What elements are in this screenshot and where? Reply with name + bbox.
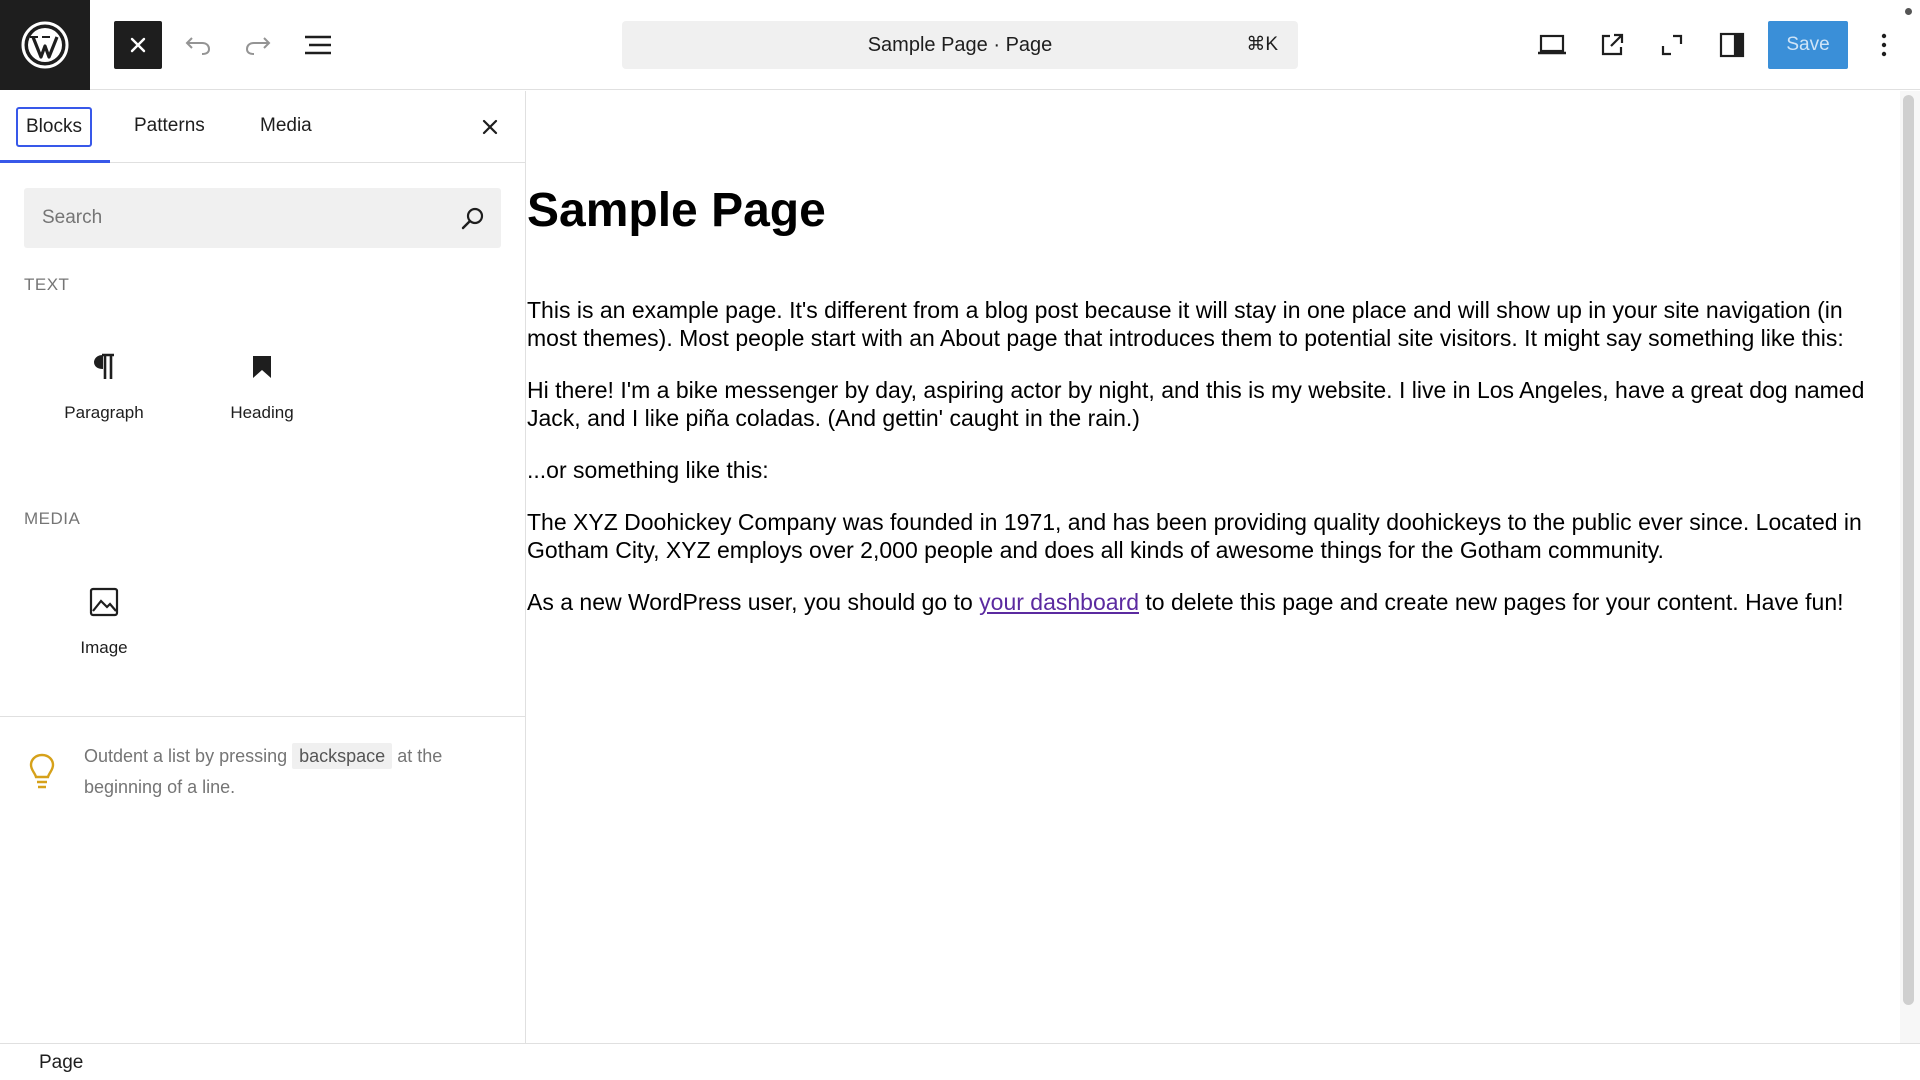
inserter-tip xyxy=(84,741,504,803)
document-title: Sample Page · Page xyxy=(867,34,1053,56)
block-image[interactable] xyxy=(24,568,184,678)
lightbulb-icon xyxy=(26,752,58,792)
image-icon xyxy=(86,584,122,620)
block-label: Paragraph xyxy=(64,403,144,422)
editor-footer xyxy=(0,1043,1920,1080)
command-center-button[interactable] xyxy=(622,21,1298,69)
paragraph-block[interactable] xyxy=(527,588,1897,616)
list-view-icon xyxy=(303,34,333,56)
window-dot-icon xyxy=(1905,8,1912,15)
category-label-text: TEXT xyxy=(24,275,70,294)
paragraph-text: As a new WordPress user, you should go to xyxy=(527,589,973,615)
more-options-button[interactable] xyxy=(1862,21,1906,69)
external-link-icon xyxy=(1598,31,1626,59)
fullscreen-button[interactable] xyxy=(1648,21,1696,69)
fullscreen-icon xyxy=(1659,32,1685,58)
keyboard-shortcut: ⌘K xyxy=(1246,34,1278,55)
redo-button[interactable] xyxy=(234,21,282,69)
wordpress-logo-button[interactable] xyxy=(0,0,90,90)
redo-icon xyxy=(244,34,272,56)
paragraph-block[interactable]: ...or something like this: xyxy=(527,457,769,483)
settings-sidebar-icon xyxy=(1718,31,1746,59)
undo-icon xyxy=(184,34,212,56)
category-label-media: MEDIA xyxy=(24,509,81,528)
bookmark-icon xyxy=(244,349,280,385)
block-label: Heading xyxy=(230,403,294,422)
tip-text-before: Outdent a list by pressing xyxy=(84,746,288,766)
settings-button[interactable] xyxy=(1708,21,1756,69)
block-breadcrumb[interactable]: Page xyxy=(39,1052,84,1073)
block-inserter-panel xyxy=(0,91,526,1043)
editor-canvas[interactable] xyxy=(527,91,1900,1043)
tip-keyboard-key: backspace xyxy=(292,743,392,769)
canvas-scrollbar[interactable] xyxy=(1903,95,1914,1005)
paragraph-block[interactable]: This is an example page. It's different from a blog post because it will stay in one place and will show up in your site navigation (in most themes). Most people start with an About page that introduces them to potential site visitors. It might say something like this: xyxy=(527,297,1844,351)
view-page-button[interactable] xyxy=(1588,21,1636,69)
divider xyxy=(0,716,526,717)
close-icon xyxy=(128,35,148,55)
tab-blocks[interactable]: Blocks xyxy=(16,107,92,147)
close-icon xyxy=(481,118,499,136)
tab-media[interactable]: Media xyxy=(260,115,312,136)
preview-button[interactable] xyxy=(1528,21,1576,69)
search-icon xyxy=(459,204,487,232)
paragraph-text: to delete this page and create new pages for your content. Have fun! xyxy=(1145,589,1844,615)
more-options-icon xyxy=(1880,32,1888,58)
block-search xyxy=(24,188,501,248)
block-label: Image xyxy=(80,638,128,657)
paragraph-icon xyxy=(86,349,122,385)
inserter-tabs xyxy=(0,91,526,163)
save-button[interactable]: Save xyxy=(1768,21,1848,69)
page-title[interactable]: Sample Page xyxy=(527,184,826,237)
dashboard-link[interactable]: your dashboard xyxy=(979,589,1139,615)
block-heading[interactable] xyxy=(182,333,342,443)
preview-icon xyxy=(1536,33,1568,57)
close-panel-button[interactable] xyxy=(472,109,508,145)
block-paragraph[interactable] xyxy=(24,333,184,443)
editor-header xyxy=(0,0,1920,90)
active-tab-indicator xyxy=(0,160,110,163)
undo-button[interactable] xyxy=(174,21,222,69)
close-inserter-button[interactable] xyxy=(114,21,162,69)
document-overview-button[interactable] xyxy=(294,21,342,69)
wordpress-logo-icon xyxy=(20,20,70,70)
paragraph-block[interactable]: Hi there! I'm a bike messenger by day, aspiring actor by night, and this is my website. I live in Los Angeles, have a great dog named Jack, and I like piña coladas. (And gettin' caught in the rain.) xyxy=(527,377,1865,431)
tab-patterns[interactable]: Patterns xyxy=(134,115,205,136)
search-input[interactable] xyxy=(24,188,444,248)
post-content xyxy=(527,296,1897,640)
paragraph-block[interactable]: The XYZ Doohickey Company was founded in 1971, and has been providing quality doohickeys to the public ever since. Located in Gotham City, XYZ employs over 2,000 people and does all kinds of awesome things for the Gotham community. xyxy=(527,509,1862,563)
tip-text-after: at the beginning of a line. xyxy=(84,746,443,797)
